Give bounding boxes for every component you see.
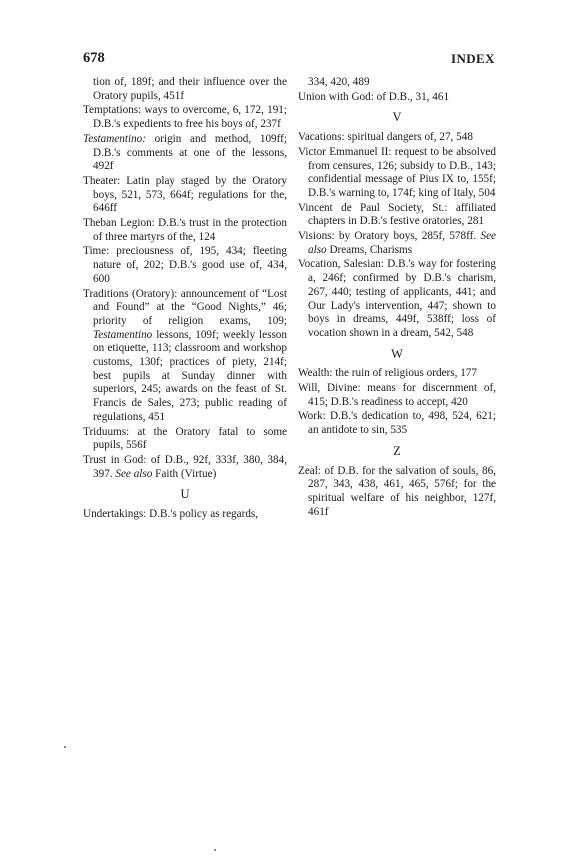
entry-text: Traditions (Oratory): announcement of “Lost and Found” at the “Good Nights,” 46; priority of religion exams, 109; [83,287,287,327]
section-letter-w: W [391,346,403,361]
entry-text: Faith (Virtue) [152,467,217,480]
section-letter-z: Z [393,443,401,458]
index-entry-triduums: Triduums: at the Oratory fatal to some pupils, 556f [83,425,287,452]
entry-text: Visions: by Oratory boys, 285f, 578ff. [298,230,481,243]
index-entry-traditions [83,288,287,425]
page-number: 678 [83,50,105,66]
entry-text: lessons, 109f; weekly lesson on etiquette, 113; classroom and workshop customs, 130f; practices of piety, 214f; best pupils at Sunday dinner with superiors, 245; awards on the feast of St. Francis de Sales, 273; public reading of regulations, 451 [93,328,287,423]
scan-speck [64,746,66,748]
index-column-right [298,76,496,520]
index-entry-trust-in-god [83,454,287,481]
index-entry-continuation: tion of, 189f; and their influence over the Oratory pupils, 451f [93,76,287,102]
index-entry-vocation: Vocation, Salesian: D.B.'s way for fostering a, 246f; confirmed by D.B.'s charism, 267, 440; testing of applicants, 441; and Our Lady's intervention, 447; shown to boys in dreams, 449f, 538ff; loss of vocation shown in a dream, 542, 548 [298,258,496,339]
index-entry-victor-emmanuel: Victor Emmanuel II: request to be absolved from censures, 126; subsidy to D.B., 143; confidential message of Pius IX to, 155f; D.B.'s warning to, 174f; king of Italy, 504 [298,145,496,199]
index-entry-work: Work: D.B.'s dedication to, 498, 524, 621; an antidote to sin, 535 [298,410,496,437]
entry-text: Dreams, Charisms [326,243,413,256]
index-entry-temptations: Temptations: ways to overcome, 6, 172, 191; D.B.'s expedients to free his boys of, 237f [83,104,287,131]
index-column-left [83,76,287,523]
index-entry-visions [298,230,496,257]
index-entry-vincent-de-paul: Vincent de Paul Society, St.: affiliated chapters in D.B.'s festive oratories, 281 [298,201,496,228]
section-letter-v: V [392,110,402,125]
index-entry-will-divine: Will, Divine: means for discernment of, 415; D.B.'s readiness to accept, 420 [298,382,496,408]
see-also-text: See also [308,230,496,256]
entry-text: origin and method, 109ff; D.B.'s comments at one of the lessons, 492f [93,132,287,173]
index-entry-theater: Theater: Latin play staged by the Oratory boys, 521, 573, 664f; regulations for the, 646ff [83,174,287,215]
entry-heading: Testamentino: [83,132,146,145]
entry-text: Trust in God: of D.B., 92f, 333f, 380, 384, 397. [83,453,287,480]
scan-speck [214,849,216,851]
section-letter-u: U [180,487,190,502]
index-entry-vacations: Vacations: spiritual dangers of, 27, 548 [298,131,473,144]
index-entry-undertakings: Undertakings: D.B.'s policy as regards, [83,508,259,521]
see-also-text: See also [115,467,153,480]
index-entry-union-with-god: Union with God: of D.B., 31, 461 [298,90,450,103]
index-entry-testamentino [83,133,287,174]
index-entry-continuation: 334, 420, 489 [308,76,370,88]
index-entry-zeal: Zeal: of D.B. for the salvation of souls, 86, 287, 343, 438, 461, 465, 576f; for the spiritual welfare of his neighbor, 127f, 461f [298,464,496,518]
index-entry-theban-legion: Theban Legion: D.B.'s trust in the protection of three martyrs of the, 124 [83,217,287,243]
index-entry-time: Time: preciousness of, 195, 434; fleeting nature of, 202; D.B.'s good use of, 434, 600 [83,245,287,285]
running-head: INDEX [451,51,495,66]
entry-italic-text: Testamentino [93,328,153,341]
index-entry-wealth: Wealth: the ruin of religious orders, 177 [298,367,477,380]
